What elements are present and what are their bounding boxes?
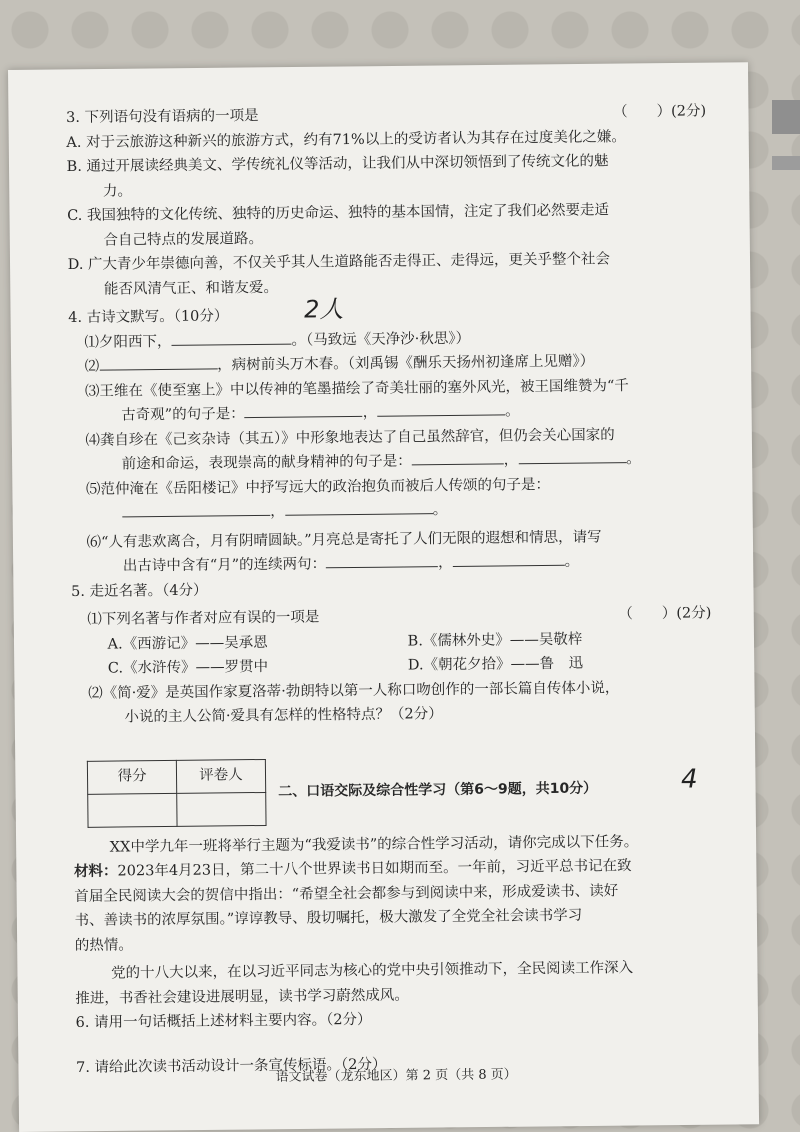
score-box-cell[interactable] (177, 792, 266, 826)
q5-part-2-cont: 小说的主人公简·爱具有怎样的性格特点？（2分） (124, 706, 443, 726)
q5-part-1-score: （ ）(2分) (618, 605, 712, 623)
score-box-label-score: 得分 (87, 760, 176, 794)
q5-option-d: D.《朝花夕拾》——鲁 迅 (407, 655, 584, 674)
score-box (87, 758, 267, 827)
score-box-label-grader: 评卷人 (176, 759, 265, 793)
q4-item-1: ⑴夕阳西下， 。（马致远《天净沙·秋思》） (84, 330, 471, 351)
page-footer: 语文试卷（龙东地区）第 2 页（共 8 页） (275, 1067, 517, 1085)
answer-blank[interactable] (171, 329, 291, 345)
q5-part-2: ⑵《简·爱》是英国作家夏洛蒂·勃朗特以第一人称口吻创作的一部长篇自传体小说， (88, 679, 620, 702)
q4-item-3-cont: 古奇观”的句子是： ， 。 (69, 397, 709, 428)
q3-stem: 3. 下列语句没有语病的一项是 （ ）(2分) (66, 99, 706, 130)
q3-option-a: A. 对于云旅游这种新兴的旅游方式，约有71%以上的受访者认为其存在过度美化之嫌。 (66, 128, 626, 151)
side-mark (772, 156, 800, 170)
handwritten-mark: 2人 (303, 295, 344, 324)
section-2-header (87, 754, 714, 828)
side-mark (772, 100, 800, 134)
q3-option-d-cont: 能否风清气正、和谐友爱。 (103, 279, 278, 298)
exam-content (66, 99, 716, 1085)
q6-stem: 6. 请用一句话概括上述材料主要内容。（2分） (75, 1011, 372, 1031)
q4-item-4: ⑷龚自珍在《己亥杂诗（其五）》中形象地表达了自己虽然辞官，但仍会关心国家的 (85, 426, 615, 449)
q4-item-6: ⑹“人有悲欢离合，月有阴晴圆缺。”月亮总是寄托了人们无限的遐想和情思，请写 (86, 528, 602, 551)
answer-blank[interactable] (122, 501, 270, 518)
answer-blank[interactable] (326, 552, 438, 568)
material-line: 首届全民阅读大会的贺信中指出：“希望全社会都参与到阅读中来，形成爱读书、读好 (74, 882, 619, 905)
q4-item-2: ⑵ ，病树前头万木春。（刘禹锡《酬乐天扬州初逢席上见赠》） (84, 353, 595, 375)
q4-item-5-cont: ， 。 (70, 495, 710, 526)
q4-item-6-cont: 出古诗中含有“月”的连续两句： ， 。 (71, 548, 711, 579)
q4-stem: 4. 古诗文默写。（10分） 2人 (68, 295, 344, 326)
q3-option-c-cont: 合自己特点的发展道路。 (103, 230, 263, 249)
q3-option-b-cont: 力。 (102, 182, 132, 200)
material-line: 推进，书香社会建设进展明显，读书学习蔚然成风。 (75, 986, 409, 1007)
q3-option-c: C. 我国独特的文化传统、独特的历史命运、独特的基本国情，注定了我们必然要走适 (67, 202, 610, 224)
answer-blank[interactable] (285, 499, 433, 516)
answer-blank[interactable] (412, 449, 504, 465)
score-box-cell[interactable] (88, 793, 177, 827)
answer-blank[interactable] (518, 448, 626, 464)
section-2-intro: XX中学九年一班将举行主题为“我爱读书”的综合性学习活动，请你完成以下任务。 (109, 833, 639, 856)
section-2-title: 二、口语交际及综合性学习（第6～9题，共10分） (278, 780, 598, 800)
answer-blank[interactable] (245, 402, 363, 418)
q4-item-5: ⑸范仲淹在《岳阳楼记》中抒写远大的政治抱负而被后人传颂的句子是： (85, 476, 551, 498)
q5-stem: 5. 走近名著。（4分） (71, 582, 208, 600)
q3-option-d: D. 广大青少年崇德向善，不仅关乎其人生道路能否走得正、走得远，更关乎整个社会 (67, 251, 611, 273)
q5-part-1: ⑴下列名著与作者对应有误的一项是 （ ）(2分) (71, 601, 711, 632)
handwritten-mark: 4 (680, 764, 698, 795)
q4-item-3: ⑶王维在《使至塞上》中以传神的笔墨描绘了奇美壮丽的塞外风光，被王国维赞为“千 (84, 377, 629, 400)
q3-option-b: B. 通过开展读经典美文、学传统礼仪等活动，让我们从中深切领悟到了传统文化的魅 (66, 153, 609, 175)
material-label: 材料： (73, 863, 118, 880)
answer-blank[interactable] (377, 400, 505, 416)
answer-blank[interactable] (453, 551, 565, 567)
answer-blank[interactable] (99, 354, 217, 370)
material-line: 的热情。 (74, 936, 133, 954)
q3-score: （ ）(2分) (612, 103, 707, 121)
q5-option-a: A.《西游记》——吴承恩 (107, 634, 268, 653)
material-line: 材料：2023年4月23日，第二十八个世界读书日如期而至。一年前，习近平总书记在致 (73, 858, 632, 880)
q5-option-c: C.《水浒传》——罗贯中 (107, 658, 269, 677)
material-line: 书、善读书的浓厚氛围。”谆谆教导、殷切嘱托，极大激发了全党全社会读书学习 (74, 907, 583, 929)
q7-stem: 7. 请给此次读书活动设计一条宣传标语。（2分） (75, 1056, 387, 1076)
material-line: 党的十八大以来，在以习近平同志为核心的党中央引领推动下，全民阅读工作深入 (111, 960, 634, 982)
q4-item-4-cont: 前途和命运，表现崇高的献身精神的句子是： ， 。 (70, 446, 710, 477)
q5-option-b: B.《儒林外史》——吴敬梓 (407, 631, 583, 649)
